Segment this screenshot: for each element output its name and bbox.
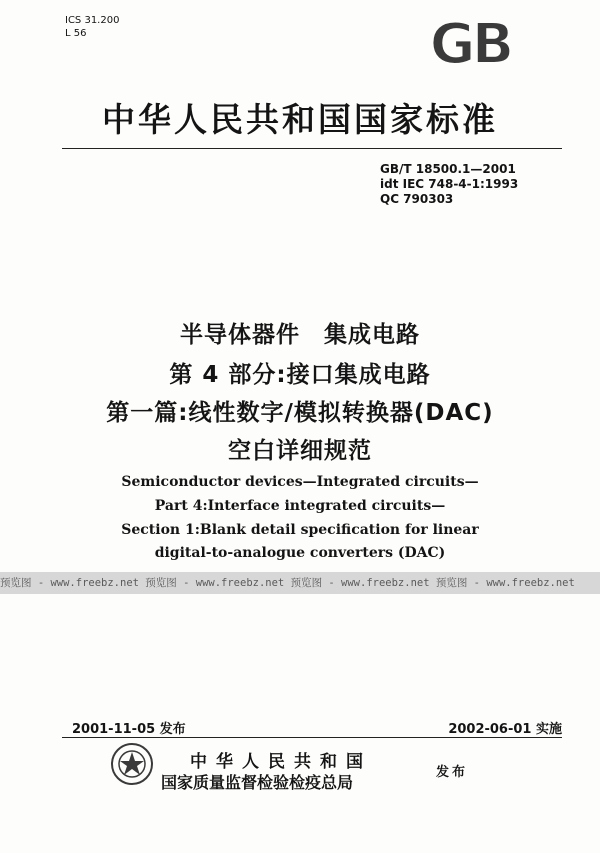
ics-code: ICS 31.200 [65,15,120,26]
top-divider [62,148,562,149]
ics-code-block [65,14,119,40]
qc-code: QC 790303 [380,192,454,206]
watermark-band: 预览图 - www.freebz.net 预览图 - www.freebz.net 预览图 - www.freebz.net 预览图 - www.freebz.net [0,572,600,594]
publisher-line-1: 中华人民共和国 [190,752,372,772]
standard-codes [380,162,518,207]
standard-title: 中华人民共和国国家标准 [102,100,498,139]
title-cn-line-1: 半导体器件 集成电路 [180,322,420,348]
gb-logo-text: GB [429,16,511,70]
implement-date: 2002-06-01 实施 [448,722,562,737]
title-en-line-4: digital-to-analogue converters (DAC) [154,545,446,561]
title-en-line-3: Section 1:Blank detail specification for linear [121,522,479,538]
issue-date: 2001-11-05 发布 [72,722,186,737]
gb-logo [420,16,520,70]
gb-code: GB/T 18500.1—2001 [380,162,516,176]
title-cn-line-4: 空白详细规范 [228,438,372,464]
title-en-line-1: Semiconductor devices—Integrated circuits— [121,474,479,490]
class-code: L 56 [65,28,87,39]
iec-code: idt IEC 748-4-1:1993 [380,177,519,191]
bottom-divider [62,737,562,738]
title-cn-line-3: 第一篇:线性数字/模拟转换器(DAC) [106,400,494,426]
title-en-line-2: Part 4:Interface integrated circuits— [154,498,446,514]
national-emblem-icon [110,742,154,786]
title-cn-line-2: 第 4 部分:接口集成电路 [169,362,431,388]
publisher-line-2: 国家质量监督检验检疫总局 [161,773,354,792]
publish-label: 发布 [436,765,469,780]
